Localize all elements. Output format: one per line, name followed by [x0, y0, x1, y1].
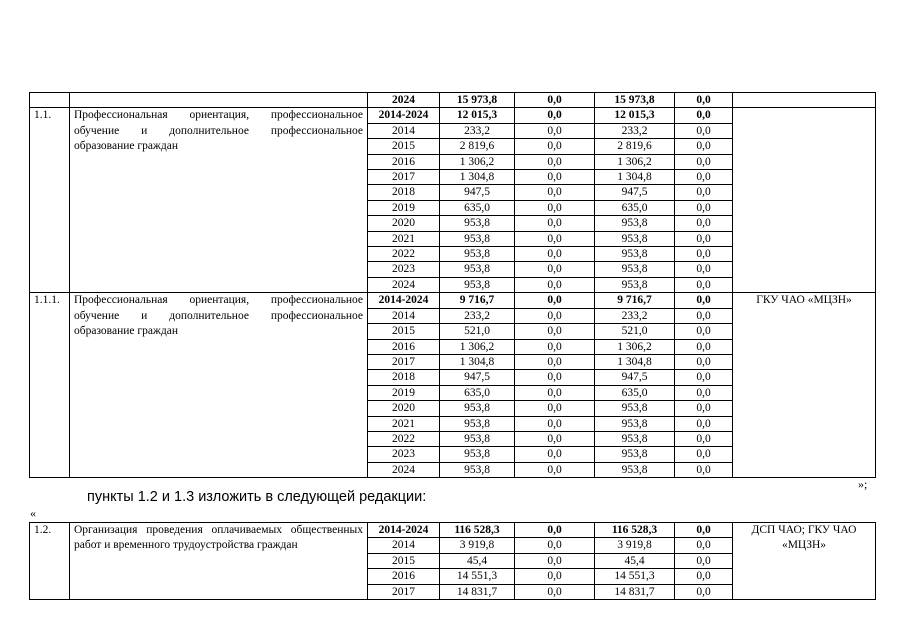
regional-cell: 12 015,3	[595, 108, 675, 123]
regional-cell: 14 551,3	[595, 569, 675, 584]
other-cell: 0,0	[675, 538, 733, 553]
item-code: 1.2.	[30, 523, 70, 600]
table-row	[30, 293, 876, 308]
total-cell: 14 551,3	[440, 569, 515, 584]
total-cell: 635,0	[440, 200, 515, 215]
period-cell: 2023	[368, 447, 440, 462]
table-row	[30, 108, 876, 123]
federal-cell: 0,0	[515, 447, 595, 462]
total-cell: 953,8	[440, 216, 515, 231]
federal-cell: 0,0	[515, 93, 595, 108]
amendment-paragraph: пункты 1.2 и 1.3 изложить в следующей редакции:	[87, 489, 427, 505]
period-cell: 2014	[368, 123, 440, 138]
period-cell: 2024	[368, 462, 440, 477]
other-cell: 0,0	[675, 370, 733, 385]
regional-cell: 953,8	[595, 216, 675, 231]
executor-cell	[733, 108, 876, 293]
period-cell: 2017	[368, 354, 440, 369]
federal-cell: 0,0	[515, 385, 595, 400]
other-cell: 0,0	[675, 216, 733, 231]
total-cell: 3 919,8	[440, 538, 515, 553]
regional-cell: 953,8	[595, 277, 675, 292]
regional-cell: 1 306,2	[595, 154, 675, 169]
regional-cell: 635,0	[595, 385, 675, 400]
regional-cell: 15 973,8	[595, 93, 675, 108]
total-cell: 1 306,2	[440, 154, 515, 169]
total-cell: 953,8	[440, 231, 515, 246]
total-cell: 953,8	[440, 447, 515, 462]
federal-cell: 0,0	[515, 324, 595, 339]
period-cell: 2014	[368, 538, 440, 553]
federal-cell: 0,0	[515, 553, 595, 568]
total-cell: 947,5	[440, 185, 515, 200]
period-cell: 2023	[368, 262, 440, 277]
total-cell: 953,8	[440, 462, 515, 477]
period-cell: 2016	[368, 154, 440, 169]
total-cell: 1 304,8	[440, 170, 515, 185]
other-cell: 0,0	[675, 277, 733, 292]
other-cell: 0,0	[675, 231, 733, 246]
regional-cell: 953,8	[595, 431, 675, 446]
period-cell: 2022	[368, 431, 440, 446]
regional-cell: 233,2	[595, 308, 675, 323]
other-cell: 0,0	[675, 200, 733, 215]
period-cell: 2017	[368, 170, 440, 185]
other-cell: 0,0	[675, 123, 733, 138]
total-cell: 116 528,3	[440, 523, 515, 538]
other-cell: 0,0	[675, 523, 733, 538]
federal-cell: 0,0	[515, 123, 595, 138]
total-cell: 953,8	[440, 401, 515, 416]
period-cell: 2018	[368, 185, 440, 200]
federal-cell: 0,0	[515, 170, 595, 185]
period-cell: 2018	[368, 370, 440, 385]
total-cell: 14 831,7	[440, 584, 515, 599]
federal-cell: 0,0	[515, 538, 595, 553]
item-name	[70, 93, 368, 108]
regional-cell: 14 831,7	[595, 584, 675, 599]
period-cell: 2014	[368, 308, 440, 323]
total-cell: 9 716,7	[440, 293, 515, 308]
other-cell: 0,0	[675, 401, 733, 416]
total-cell: 233,2	[440, 308, 515, 323]
other-cell: 0,0	[675, 385, 733, 400]
federal-cell: 0,0	[515, 354, 595, 369]
table-row	[30, 523, 876, 538]
other-cell: 0,0	[675, 553, 733, 568]
regional-cell: 2 819,6	[595, 139, 675, 154]
total-cell: 635,0	[440, 385, 515, 400]
total-cell: 12 015,3	[440, 108, 515, 123]
total-cell: 1 306,2	[440, 339, 515, 354]
regional-cell: 947,5	[595, 370, 675, 385]
other-cell: 0,0	[675, 308, 733, 323]
other-cell: 0,0	[675, 262, 733, 277]
other-cell: 0,0	[675, 324, 733, 339]
other-cell: 0,0	[675, 170, 733, 185]
federal-cell: 0,0	[515, 293, 595, 308]
federal-cell: 0,0	[515, 462, 595, 477]
period-cell: 2015	[368, 324, 440, 339]
period-cell: 2014-2024	[368, 293, 440, 308]
regional-cell: 953,8	[595, 462, 675, 477]
regional-cell: 953,8	[595, 416, 675, 431]
total-cell: 1 304,8	[440, 354, 515, 369]
period-cell: 2020	[368, 216, 440, 231]
total-cell: 2 819,6	[440, 139, 515, 154]
budget-table-continued	[29, 92, 876, 478]
period-cell: 2021	[368, 231, 440, 246]
federal-cell: 0,0	[515, 370, 595, 385]
period-cell: 2017	[368, 584, 440, 599]
period-cell: 2022	[368, 247, 440, 262]
other-cell: 0,0	[675, 247, 733, 262]
regional-cell: 953,8	[595, 401, 675, 416]
table-row	[30, 93, 876, 108]
item-code: 1.1.1.	[30, 293, 70, 478]
period-cell: 2014-2024	[368, 523, 440, 538]
regional-cell: 116 528,3	[595, 523, 675, 538]
total-cell: 953,8	[440, 277, 515, 292]
regional-cell: 1 306,2	[595, 339, 675, 354]
federal-cell: 0,0	[515, 216, 595, 231]
regional-cell: 947,5	[595, 185, 675, 200]
budget-table-new-items	[29, 522, 876, 600]
other-cell: 0,0	[675, 431, 733, 446]
other-cell: 0,0	[675, 354, 733, 369]
federal-cell: 0,0	[515, 231, 595, 246]
regional-cell: 953,8	[595, 447, 675, 462]
regional-cell: 953,8	[595, 262, 675, 277]
other-cell: 0,0	[675, 139, 733, 154]
federal-cell: 0,0	[515, 277, 595, 292]
federal-cell: 0,0	[515, 308, 595, 323]
regional-cell: 45,4	[595, 553, 675, 568]
executor-cell: ГКУ ЧАО «МЦЗН»	[733, 293, 876, 478]
federal-cell: 0,0	[515, 247, 595, 262]
period-cell: 2024	[368, 93, 440, 108]
federal-cell: 0,0	[515, 523, 595, 538]
period-cell: 2014-2024	[368, 108, 440, 123]
other-cell: 0,0	[675, 569, 733, 584]
period-cell: 2024	[368, 277, 440, 292]
federal-cell: 0,0	[515, 584, 595, 599]
total-cell: 953,8	[440, 416, 515, 431]
federal-cell: 0,0	[515, 139, 595, 154]
other-cell: 0,0	[675, 293, 733, 308]
federal-cell: 0,0	[515, 200, 595, 215]
regional-cell: 953,8	[595, 247, 675, 262]
other-cell: 0,0	[675, 154, 733, 169]
opening-quote-mark: «	[30, 506, 36, 520]
regional-cell: 9 716,7	[595, 293, 675, 308]
item-code	[30, 93, 70, 108]
federal-cell: 0,0	[515, 569, 595, 584]
item-code: 1.1.	[30, 108, 70, 293]
federal-cell: 0,0	[515, 401, 595, 416]
total-cell: 947,5	[440, 370, 515, 385]
federal-cell: 0,0	[515, 262, 595, 277]
other-cell: 0,0	[675, 416, 733, 431]
total-cell: 15 973,8	[440, 93, 515, 108]
federal-cell: 0,0	[515, 416, 595, 431]
period-cell: 2016	[368, 569, 440, 584]
federal-cell: 0,0	[515, 339, 595, 354]
closing-quote-mark: »;	[858, 477, 868, 491]
executor-cell: ДСП ЧАО; ГКУ ЧАО «МЦЗН»	[733, 523, 876, 600]
other-cell: 0,0	[675, 447, 733, 462]
regional-cell: 635,0	[595, 200, 675, 215]
total-cell: 953,8	[440, 431, 515, 446]
other-cell: 0,0	[675, 339, 733, 354]
period-cell: 2015	[368, 553, 440, 568]
other-cell: 0,0	[675, 462, 733, 477]
executor-cell	[733, 93, 876, 108]
period-cell: 2021	[368, 416, 440, 431]
regional-cell: 3 919,8	[595, 538, 675, 553]
total-cell: 953,8	[440, 247, 515, 262]
federal-cell: 0,0	[515, 108, 595, 123]
regional-cell: 521,0	[595, 324, 675, 339]
period-cell: 2015	[368, 139, 440, 154]
federal-cell: 0,0	[515, 154, 595, 169]
total-cell: 521,0	[440, 324, 515, 339]
period-cell: 2016	[368, 339, 440, 354]
item-name: Профессиональная ориентация, профессиональное обучение и дополнительное профессиональное образование граждан	[70, 108, 368, 293]
total-cell: 45,4	[440, 553, 515, 568]
regional-cell: 953,8	[595, 231, 675, 246]
period-cell: 2019	[368, 200, 440, 215]
period-cell: 2019	[368, 385, 440, 400]
other-cell: 0,0	[675, 185, 733, 200]
regional-cell: 233,2	[595, 123, 675, 138]
other-cell: 0,0	[675, 108, 733, 123]
federal-cell: 0,0	[515, 431, 595, 446]
federal-cell: 0,0	[515, 185, 595, 200]
regional-cell: 1 304,8	[595, 170, 675, 185]
total-cell: 953,8	[440, 262, 515, 277]
other-cell: 0,0	[675, 584, 733, 599]
total-cell: 233,2	[440, 123, 515, 138]
item-name: Организация проведения оплачиваемых общественных работ и временного трудоустройства граждан	[70, 523, 368, 600]
other-cell: 0,0	[675, 93, 733, 108]
period-cell: 2020	[368, 401, 440, 416]
regional-cell: 1 304,8	[595, 354, 675, 369]
item-name: Профессиональная ориентация, профессиональное обучение и дополнительное профессиональное образование граждан	[70, 293, 368, 478]
